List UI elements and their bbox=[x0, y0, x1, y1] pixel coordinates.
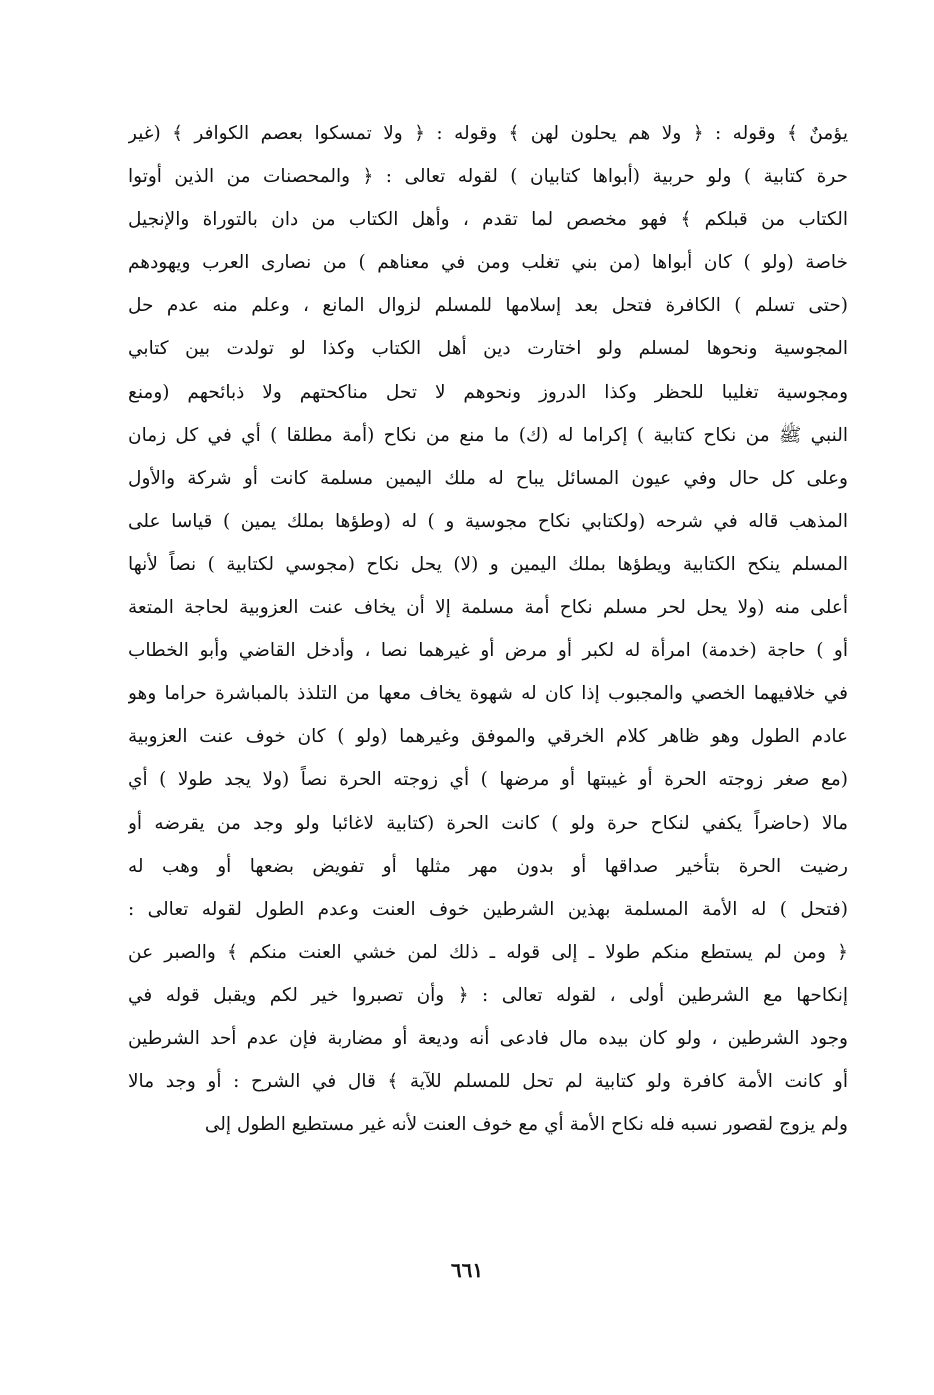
text-line: أو كانت الأمة كافرة ولو كتابية لم تحل للمسلم للآية ﴾ قال في الشرح : أو وجد مالا bbox=[128, 1071, 848, 1093]
text-line: حرة كتابية ) ولو حربية (أبواها كتابيان ) لقوله تعالى : ﴿ والمحصنات من الذين أوتوا bbox=[128, 166, 848, 188]
text-line: في خلافيهما الخصي والمجبوب إذا كان له شهوة يخاف معها من التلذذ بالمباشرة حراما وهو bbox=[128, 683, 848, 705]
text-line: رضيت الحرة بتأخير صداقها أو بدون مهر مثلها أو تفويض بضعها أو وهب له bbox=[128, 855, 848, 877]
text-line: ﴿ ومن لم يستطع منكم طولا ـ إلى قوله ـ ذلك لمن خشي العنت منكم ﴾ والصبر عن bbox=[128, 941, 848, 963]
text-line: خاصة (ولو ) كان أبواها (من بني تغلب ومن في معناهم ) من نصارى العرب ويهودهم bbox=[128, 252, 848, 274]
text-line: (فتحل ) له الأمة المسلمة بهذين الشرطين خوف العنت وعدم الطول لقوله تعالى : bbox=[128, 898, 848, 920]
text-line: يؤمنٌ ﴾ وقوله : ﴿ ولا هم يحلون لهن ﴾ وقوله : ﴿ ولا تمسكوا بعصم الكوافر ﴾ (غير bbox=[128, 123, 848, 144]
text-line: إنكاحها مع الشرطين أولى ، لقوله تعالى : ﴿ وأن تصبروا خير لكم ويقبل قوله في bbox=[128, 984, 848, 1006]
text-line: وعلى كل حال وفي عيون المسائل يباح له ملك اليمين مسلمة كانت أو شركة والأول bbox=[128, 467, 848, 489]
text-line: ولم يزوج لقصور نسبه فله نكاح الأمة أي مع خوف العنت لأنه غير مستطيع الطول إلى bbox=[204, 1114, 848, 1136]
text-line: المذهب قاله في شرحه (ولكتابي نكاح مجوسية و ) له (وطؤها بملك يمين ) قياسا على bbox=[128, 510, 848, 532]
text-line: عادم الطول وهو ظاهر كلام الخرقي والموفق وغيرهما (ولو ) كان خوف عنت العزوبية bbox=[128, 726, 848, 748]
text-line: ومجوسية تغليبا للحظر وكذا الدروز ونحوهم لا تحل مناكحتهم ولا ذبائحهم (ومنع bbox=[128, 381, 848, 403]
text-line: مالا (حاضراً يكفي لنكاح حرة ولو ) كانت الحرة (كتابية لاغائبا ولو وجد من يقرضه أو bbox=[128, 812, 848, 834]
text-line: النبي ﷺ من نكاح كتابية ) إكراما له (ك) ما منع من نكاح (أمة مطلقا ) أي في كل زمان bbox=[128, 424, 848, 446]
text-line: أعلى منه (ولا يحل لحر مسلم نكاح أمة مسلمة إلا أن يخاف عنت العزوبية لحاجة المتعة bbox=[128, 597, 848, 619]
text-line: الكتاب من قبلكم ﴾ فهو مخصص لما تقدم ، وأهل الكتاب من دان بالتوراة والإنجيل bbox=[128, 209, 848, 231]
text-line: وجود الشرطين ، ولو كان بيده مال فادعى أنه وديعة أو مضاربة فإن عدم أحد الشرطين bbox=[128, 1027, 848, 1049]
text-line: أو ) حاجة (خدمة) امرأة له لكبر أو مرض أو غيرهما نصا ، وأدخل القاضي وأبو الخطاب bbox=[128, 640, 848, 662]
text-line: المسلم ينكح الكتابية ويطؤها بملك اليمين و (لا) يحل نكاح (مجوسي لكتابية ) نصاً لأنها bbox=[128, 553, 848, 575]
text-line: المجوسية ونحوها لمسلم ولو اختارت دين أهل الكتاب وكذا لو تولدت بين كتابي bbox=[128, 338, 848, 360]
body-text bbox=[128, 112, 848, 1146]
text-line: (مع صغر زوجته الحرة أو غيبتها أو مرضها ) أي زوجته الحرة نصاً (ولا يجد طولا ) أي bbox=[128, 769, 848, 791]
page-number: ٦٦١ bbox=[450, 1258, 484, 1282]
text-line: (حتى تسلم ) الكافرة فتحل بعد إسلامها للمسلم لزوال المانع ، وعلم منه عدم حل bbox=[128, 295, 848, 317]
